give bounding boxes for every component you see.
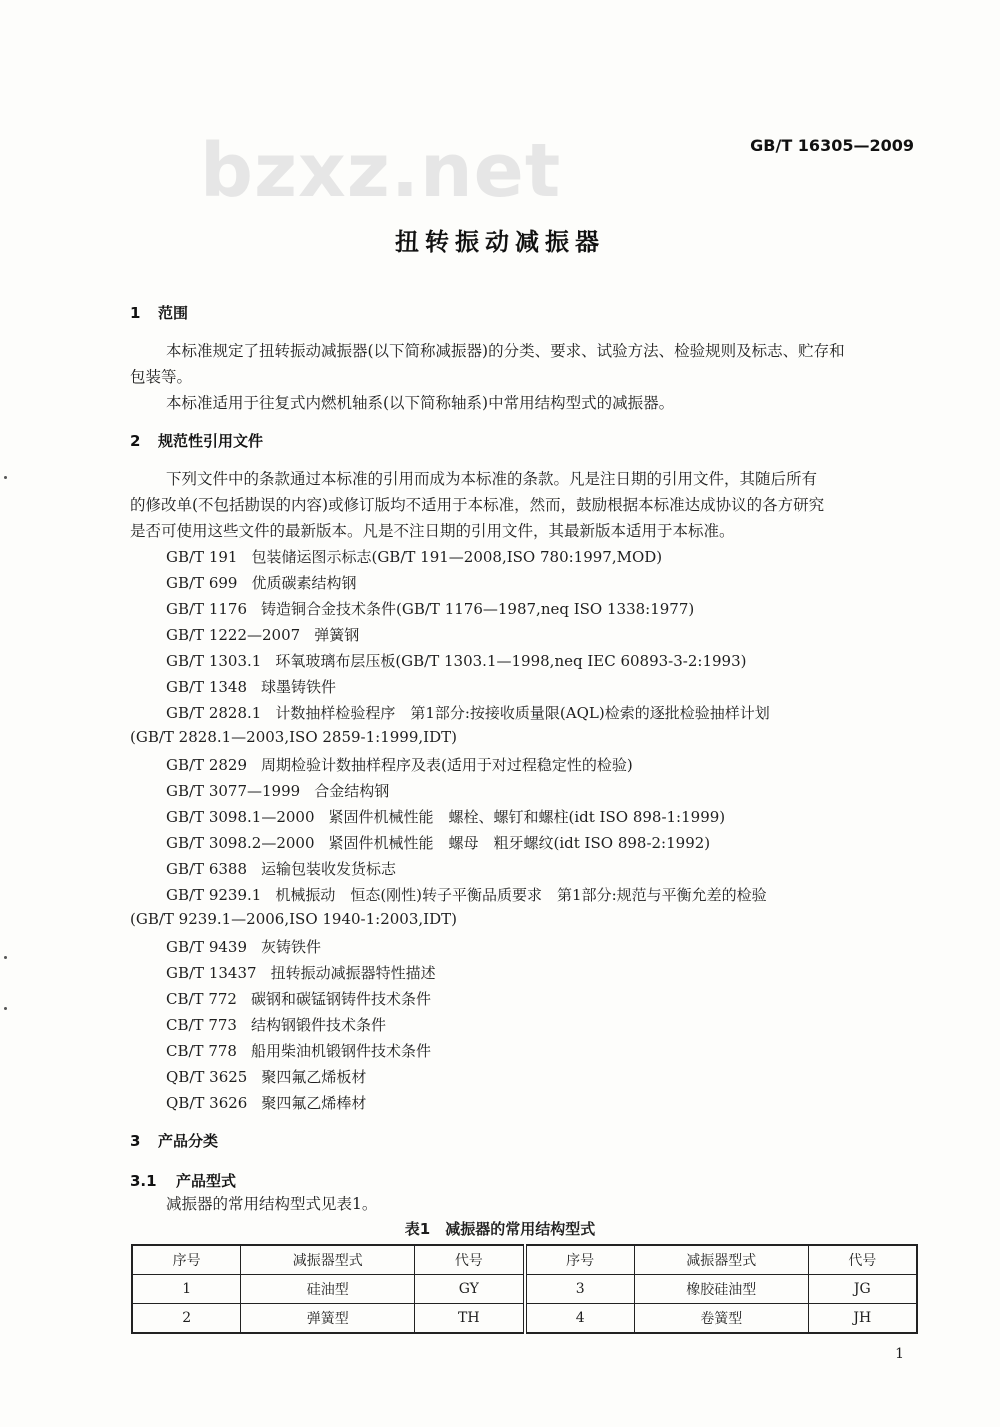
reference-item <box>166 546 662 567</box>
section-title: 范围 <box>158 304 189 322</box>
reference-item <box>166 806 725 827</box>
section-number: 3.1 <box>130 1172 157 1190</box>
table-header-cell: 减振器型式 <box>634 1245 808 1275</box>
reference-item <box>166 572 356 593</box>
paragraph-line: 减振器的常用结构型式见表1。 <box>166 1195 378 1213</box>
table-cell: 硅油型 <box>241 1275 415 1304</box>
reference-title: 聚四氟乙烯板材 <box>261 1068 367 1086</box>
reference-title: 环氧玻璃布层压板(GB/T 1303.1—1998,neq IEC 60893-3-2:1993) <box>275 652 747 670</box>
reference-title: 机械振动 恒态(刚性)转子平衡品质要求 第1部分:规范与平衡允差的检验 <box>275 886 767 904</box>
table-caption: 表1 减振器的常用结构型式 <box>404 1220 596 1238</box>
reference-title: 紧固件机械性能 螺栓、螺钉和螺柱(idt ISO 898-1:1999) <box>328 808 726 826</box>
paragraph-line: 本标准规定了扭转振动减振器(以下简称减振器)的分类、要求、试验方法、检验规则及标志、贮存和 <box>166 342 845 360</box>
reference-title: 包装储运图示标志(GB/T 191—2008,ISO 780:1997,MOD) <box>251 548 663 566</box>
reference-title: 周期检验计数抽样程序及表(适用于对过程稳定性的检验) <box>261 756 633 774</box>
reference-title: 结构钢锻件技术条件 <box>250 1016 386 1034</box>
section-3-1-heading <box>130 1170 236 1191</box>
reference-item <box>166 962 436 983</box>
reference-title: 合金结构钢 <box>314 782 390 800</box>
reference-item <box>166 624 359 645</box>
reference-code: GB/T 6388 <box>166 860 248 878</box>
paragraph-line: 下列文件中的条款通过本标准的引用而成为本标准的条款。凡是注日期的引用文件，其随后所有 <box>166 470 818 488</box>
reference-title: 船用柴油机锻钢件技术条件 <box>250 1042 431 1060</box>
reference-title: 铸造铜合金技术条件(GB/T 1176—1987,neq ISO 1338:1977) <box>261 600 695 618</box>
reference-item <box>166 598 694 619</box>
reference-code: GB/T 1176 <box>166 600 248 618</box>
table-cell: 2 <box>132 1304 241 1334</box>
table-cell: GY <box>415 1275 525 1304</box>
table-cell: JG <box>808 1275 917 1304</box>
section-2-heading <box>130 430 263 451</box>
reference-continuation: (GB/T 9239.1—2006,ISO 1940-1:2003,IDT) <box>130 910 457 928</box>
reference-title: 球墨铸铁件 <box>261 678 337 696</box>
table-cell: 橡胶硅油型 <box>634 1275 808 1304</box>
standard-number: GB/T 16305—2009 <box>750 136 914 155</box>
reference-code: GB/T 2829 <box>166 756 248 774</box>
reference-code: GB/T 13437 <box>166 964 257 982</box>
paragraph-line: 包装等。 <box>130 368 193 386</box>
reference-item <box>166 650 747 671</box>
table-cell: 3 <box>525 1275 635 1304</box>
table-header-row <box>132 1245 917 1275</box>
table-cell: 卷簧型 <box>634 1304 808 1334</box>
reference-code: GB/T 1303.1 <box>166 652 262 670</box>
reference-item <box>166 1092 366 1113</box>
table-row <box>132 1275 917 1304</box>
table-cell: TH <box>415 1304 525 1334</box>
section-title: 产品分类 <box>158 1132 219 1150</box>
reference-code: GB/T 1348 <box>166 678 248 696</box>
reference-title: 弹簧钢 <box>314 626 360 644</box>
table-cell: 1 <box>132 1275 241 1304</box>
section-number: 1 <box>130 304 141 322</box>
reference-title: 灰铸铁件 <box>261 938 322 956</box>
reference-title: 运输包装收发货标志 <box>261 860 397 878</box>
reference-item <box>166 780 389 801</box>
table-header-cell: 代号 <box>808 1245 917 1275</box>
section-number: 3 <box>130 1132 141 1150</box>
watermark: bzxz.net <box>200 128 562 214</box>
table-header-cell: 序号 <box>525 1245 635 1275</box>
reference-item <box>166 1040 431 1061</box>
reference-code: CB/T 772 <box>166 990 237 1008</box>
reference-code: GB/T 3098.1—2000 <box>166 808 315 826</box>
reference-item <box>166 832 710 853</box>
margin-dot <box>4 956 7 959</box>
paragraph-line: 本标准适用于往复式内燃机轴系(以下简称轴系)中常用结构型式的减振器。 <box>166 394 675 412</box>
reference-code: GB/T 1222—2007 <box>166 626 301 644</box>
reference-code: GB/T 191 <box>166 548 238 566</box>
table-header-cell: 减振器型式 <box>241 1245 415 1275</box>
table-1 <box>131 1244 918 1334</box>
reference-code: QB/T 3626 <box>166 1094 248 1112</box>
reference-code: CB/T 778 <box>166 1042 237 1060</box>
table-header-cell: 序号 <box>132 1245 241 1275</box>
margin-dot <box>4 1007 7 1010</box>
reference-title: 优质碳素结构钢 <box>251 574 357 592</box>
paragraph-line: 的修改单(不包括勘误的内容)或修订版均不适用于本标准，然而，鼓励根据本标准达成协议的各方研究 <box>130 496 825 514</box>
reference-item <box>166 1066 366 1087</box>
reference-item <box>166 1014 386 1035</box>
table-header-cell: 代号 <box>415 1245 525 1275</box>
reference-code: GB/T 3098.2—2000 <box>166 834 315 852</box>
reference-code: GB/T 699 <box>166 574 238 592</box>
reference-title: 碳钢和碳锰钢铸件技术条件 <box>250 990 431 1008</box>
reference-code: GB/T 3077—1999 <box>166 782 301 800</box>
section-number: 2 <box>130 432 141 450</box>
reference-continuation: (GB/T 2828.1—2003,ISO 2859-1:1999,IDT) <box>130 728 457 746</box>
paragraph-line: 是否可使用这些文件的最新版本。凡是不注日期的引用文件，其最新版本适用于本标准。 <box>130 522 735 540</box>
section-title: 产品型式 <box>176 1172 237 1190</box>
reference-code: GB/T 9239.1 <box>166 886 262 904</box>
table-cell: JH <box>808 1304 917 1334</box>
section-3-heading <box>130 1130 218 1151</box>
table-row <box>132 1304 917 1334</box>
reference-item <box>166 988 431 1009</box>
document-title: 扭转振动减振器 <box>395 228 605 256</box>
reference-item <box>166 676 336 697</box>
reference-title: 聚四氟乙烯棒材 <box>261 1094 367 1112</box>
reference-item <box>166 936 321 957</box>
reference-code: GB/T 2828.1 <box>166 704 262 722</box>
table-cell: 4 <box>525 1304 635 1334</box>
table-cell: 弹簧型 <box>241 1304 415 1334</box>
reference-title: 计数抽样检验程序 第1部分:按接收质量限(AQL)检索的逐批检验抽样计划 <box>275 704 770 722</box>
reference-item <box>166 858 396 879</box>
reference-code: GB/T 9439 <box>166 938 248 956</box>
section-1-heading <box>130 302 188 323</box>
reference-title: 扭转振动减振器特性描述 <box>270 964 436 982</box>
reference-title: 紧固件机械性能 螺母 粗牙螺纹(idt ISO 898-2:1992) <box>328 834 711 852</box>
reference-item <box>166 754 633 775</box>
page-number: 1 <box>895 1346 904 1362</box>
margin-dot <box>4 476 7 479</box>
reference-code: QB/T 3625 <box>166 1068 248 1086</box>
reference-item <box>166 702 770 723</box>
section-title: 规范性引用文件 <box>158 432 264 450</box>
reference-item <box>166 884 767 905</box>
reference-code: CB/T 773 <box>166 1016 237 1034</box>
